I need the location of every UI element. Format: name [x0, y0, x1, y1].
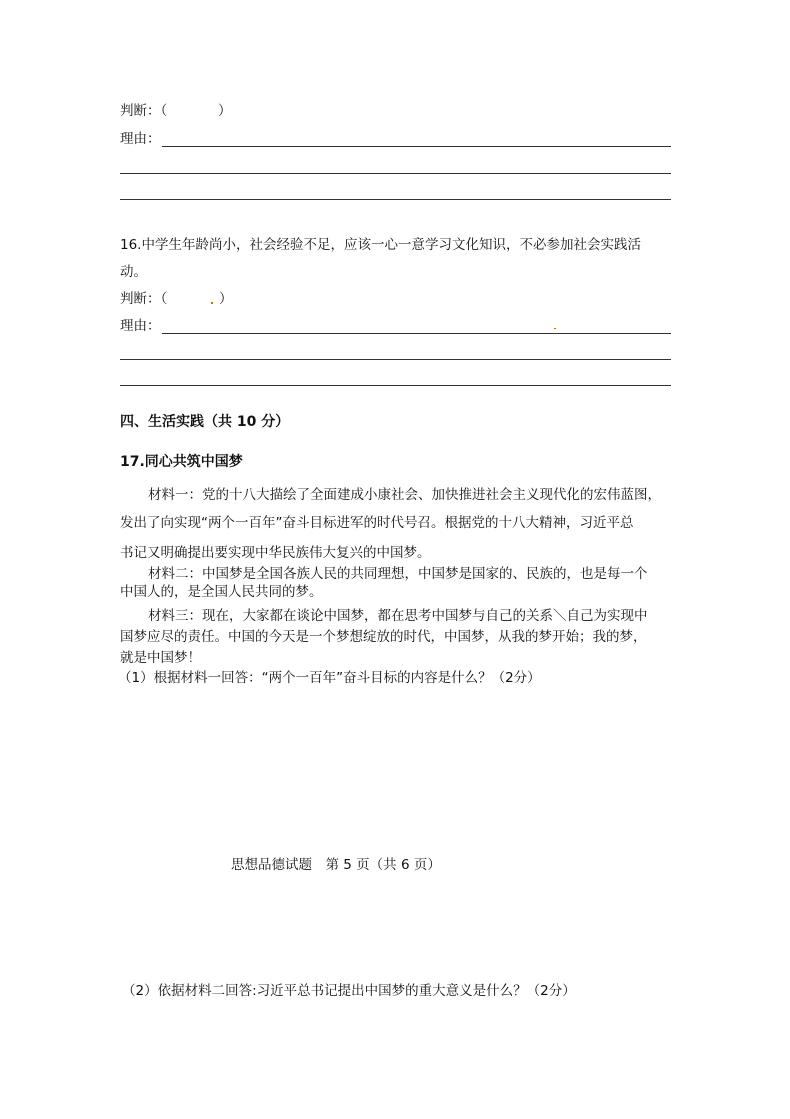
- q16-answer-line-1[interactable]: [162, 333, 671, 334]
- q16-reason-label: 理由：: [120, 318, 161, 334]
- q15-judge-close: ）: [218, 103, 232, 119]
- material1-line1: 材料一：党的十八大描绘了全面建成小康社会、加快推进社会主义现代化的宏伟蓝图，: [148, 487, 661, 503]
- material1-line3: 书记又明确提出要实现中华民族伟大复兴的中国梦。: [120, 545, 431, 561]
- material3-line1: 材料三：现在，大家都在谈论中国梦，都在思考中国梦与自己的关系＼自己为实现中: [148, 608, 648, 624]
- q16-answer-line-3[interactable]: [120, 385, 671, 386]
- q16-statement-line1: 16.中学生年龄尚小，社会经验不足，应该一心一意学习文化知识，不必参加社会实践活: [120, 237, 641, 253]
- q15-reason-label: 理由：: [120, 131, 161, 147]
- q17-sub1-question: （1）根据材料一回答：“两个一百年”奋斗目标的内容是什么？（2分）: [118, 670, 541, 686]
- q15-answer-line-3[interactable]: [120, 199, 671, 200]
- q17-sub2-question: （2）依据材料二回答:习近平总书记提出中国梦的重大意义是什么？（2分）: [122, 983, 576, 999]
- section-4-heading: 四、生活实践（共 10 分）: [120, 414, 290, 430]
- material3-line2: 国梦应尽的责任。中国的今天是一个梦想绽放的时代，中国梦，从我的梦开始；我的梦，: [120, 629, 647, 645]
- material2-line2: 中国人的，是全国人民共同的梦。: [120, 584, 323, 600]
- stray-mark: [554, 328, 556, 329]
- page-footer: 思想品德试题 第 5 页（共 6 页）: [231, 857, 441, 873]
- q15-answer-line-2[interactable]: [120, 173, 671, 174]
- q16-judge-label: 判断：（: [120, 291, 168, 307]
- q15-judge-label: 判断：（: [120, 103, 168, 119]
- stray-mark: [211, 302, 213, 304]
- q16-statement-line2: 动。: [120, 264, 147, 280]
- material3-line3: 就是中国梦！: [120, 650, 201, 666]
- material2-line1: 材料二：中国梦是全国各族人民的共同理想，中国梦是国家的、民族的，也是每一个: [148, 566, 648, 582]
- q16-answer-line-2[interactable]: [120, 359, 671, 360]
- q16-judge-close: ）: [219, 291, 233, 307]
- q17-title: 17.同心共筑中国梦: [120, 454, 243, 470]
- q15-answer-line-1[interactable]: [162, 146, 671, 147]
- material1-line2: 发出了向实现“两个一百年”奋斗目标进军的时代号召。根据党的十八大精神，习近平总: [120, 515, 634, 531]
